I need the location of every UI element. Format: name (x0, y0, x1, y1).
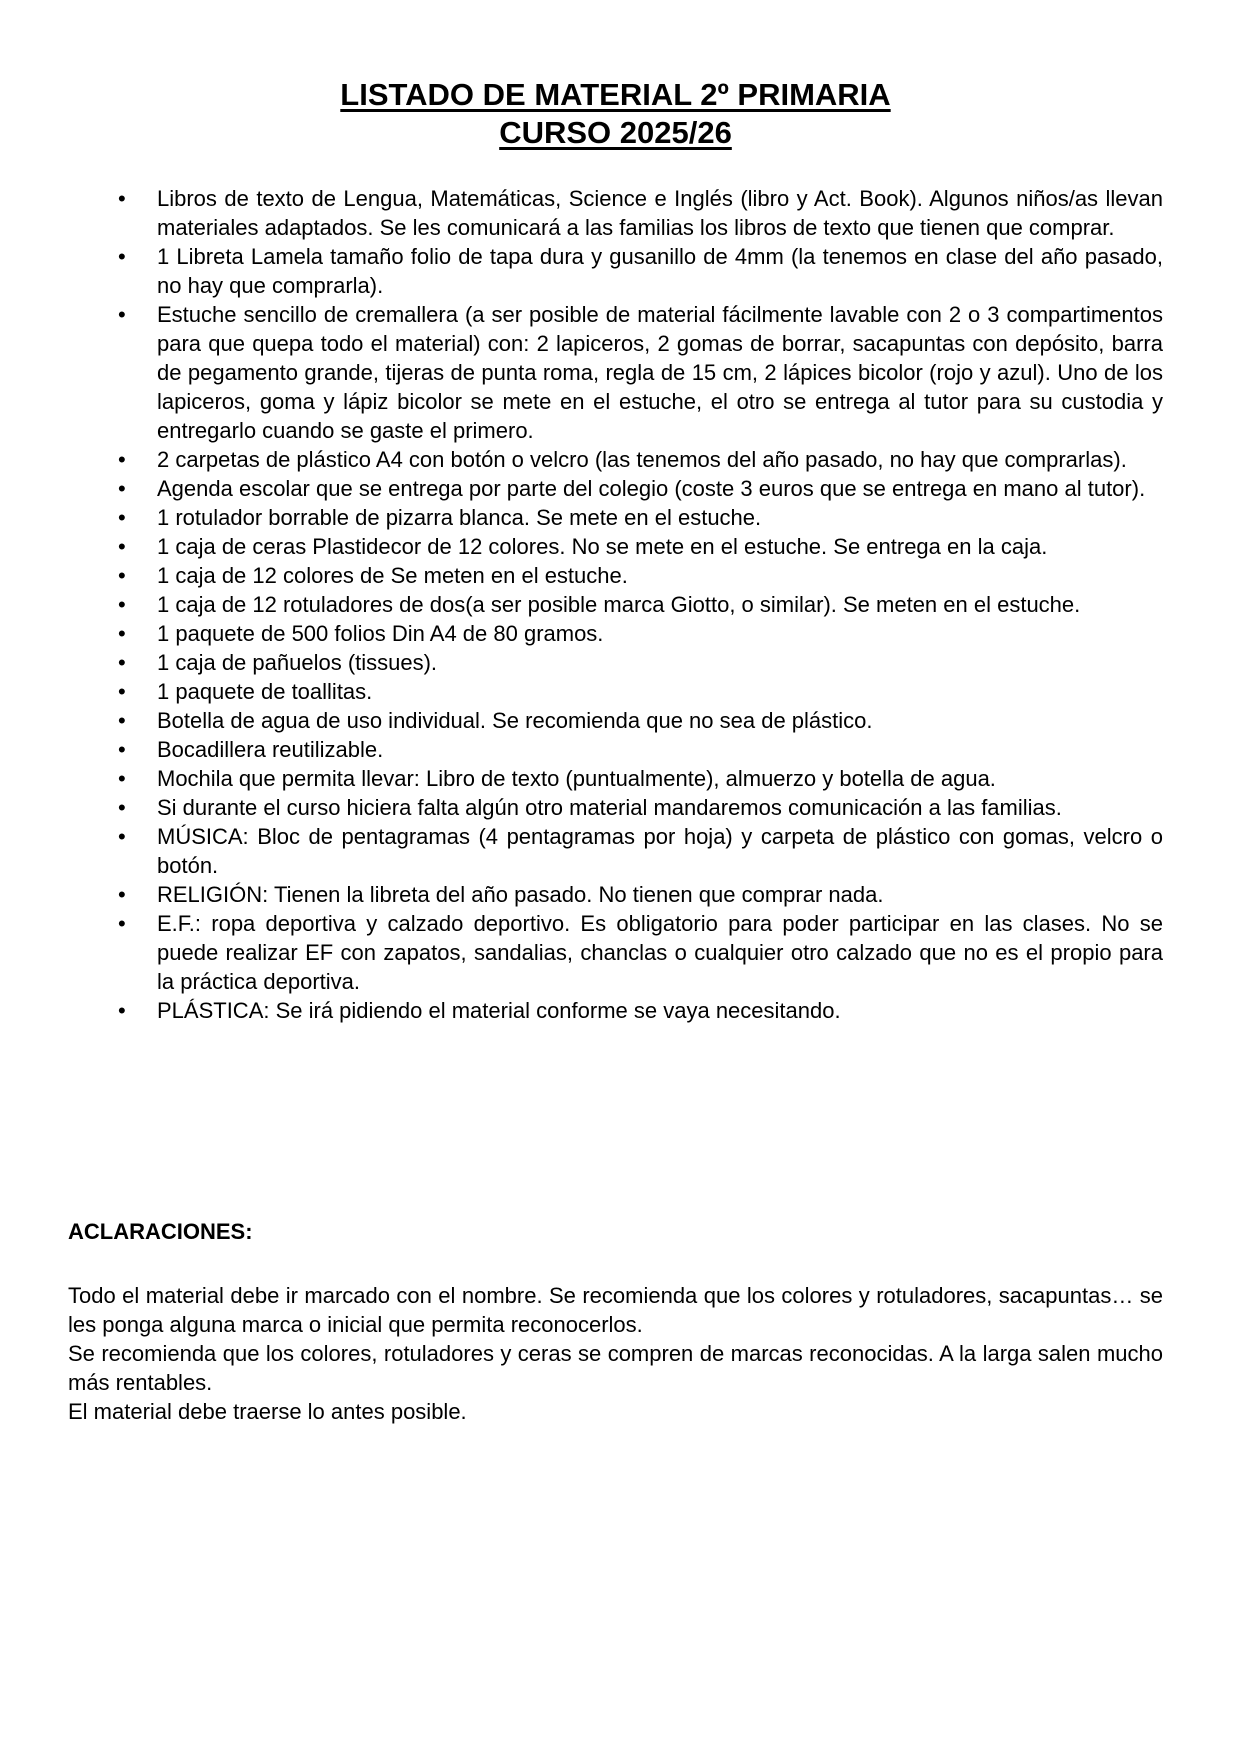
aclaraciones-paragraph: Se recomienda que los colores, rotuladores y ceras se compren de marcas reconocidas. A la larga salen mucho más rentables. (68, 1341, 1163, 1395)
list-item: • Agenda escolar que se entrega por parte del colegio (coste 3 euros que se entrega en mano al tutor). (68, 474, 1163, 503)
list-item: • Si durante el curso hiciera falta algún otro material mandaremos comunicación a las familias. (68, 793, 1163, 822)
list-item: • Bocadillera reutilizable. (68, 735, 1163, 764)
list-item: • E.F.: ropa deportiva y calzado deportivo. Es obligatorio para poder participar en las clases. No se puede realizar EF con zapatos, sandalias, chanclas o cualquier otro calzado que no es el propio para la práctica deportiva. (68, 909, 1163, 996)
list-item: • 1 caja de pañuelos (tissues). (68, 648, 1163, 677)
list-item: • Mochila que permita llevar: Libro de texto (puntualmente), almuerzo y botella de agua. (68, 764, 1163, 793)
document-title (68, 76, 1163, 152)
list-item: • MÚSICA: Bloc de pentagramas (4 pentagramas por hoja) y carpeta de plástico con gomas, velcro o botón. (68, 822, 1163, 880)
materials-list (68, 184, 1163, 1025)
aclaraciones-heading: ACLARACIONES: (68, 1219, 253, 1244)
list-item: • PLÁSTICA: Se irá pidiendo el material conforme se vaya necesitando. (68, 996, 1163, 1025)
list-item: • 1 caja de 12 rotuladores de dos(a ser posible marca Giotto, o similar). Se meten en el estuche. (68, 590, 1163, 619)
list-item: • Estuche sencillo de cremallera (a ser posible de material fácilmente lavable con 2 o 3 compartimentos para que quepa todo el material) con: 2 lapiceros, 2 gomas de borrar, sacapuntas con depósito, barra de pegamento grande, tijeras de punta roma, regla de 15 cm, 2 lápices bicolor (rojo y azul). Uno de los lapiceros, goma y lápiz bicolor se mete en el estuche, el otro se entrega al tutor para su custodia y entregarlo cuando se gaste el primero. (68, 300, 1163, 445)
list-item: • RELIGIÓN: Tienen la libreta del año pasado. No tienen que comprar nada. (68, 880, 1163, 909)
list-item: • 2 carpetas de plástico A4 con botón o velcro (las tenemos del año pasado, no hay que comprarlas). (68, 445, 1163, 474)
title-line-2: CURSO 2025/26 (499, 115, 732, 150)
aclaraciones-paragraph: Todo el material debe ir marcado con el nombre. Se recomienda que los colores y rotuladores, sacapuntas… se les ponga alguna marca o inicial que permita reconocerlos. (68, 1283, 1163, 1337)
list-item: • 1 paquete de 500 folios Din A4 de 80 gramos. (68, 619, 1163, 648)
list-item: • Botella de agua de uso individual. Se recomienda que no sea de plástico. (68, 706, 1163, 735)
title-line-1: LISTADO DE MATERIAL 2º PRIMARIA (340, 77, 891, 112)
aclaraciones-paragraph: El material debe traerse lo antes posible. (68, 1399, 467, 1424)
list-item: • 1 rotulador borrable de pizarra blanca. Se mete en el estuche. (68, 503, 1163, 532)
list-item: • 1 Libreta Lamela tamaño folio de tapa dura y gusanillo de 4mm (la tenemos en clase del año pasado, no hay que comprarla). (68, 242, 1163, 300)
list-item: • 1 paquete de toallitas. (68, 677, 1163, 706)
list-item: • Libros de texto de Lengua, Matemáticas, Science e Inglés (libro y Act. Book). Algunos niños/as llevan materiales adaptados. Se les comunicará a las familias los libros de texto que tienen que comprar. (68, 184, 1163, 242)
list-item: • 1 caja de 12 colores de Se meten en el estuche. (68, 561, 1163, 590)
list-item: • 1 caja de ceras Plastidecor de 12 colores. No se mete en el estuche. Se entrega en la caja. (68, 532, 1163, 561)
